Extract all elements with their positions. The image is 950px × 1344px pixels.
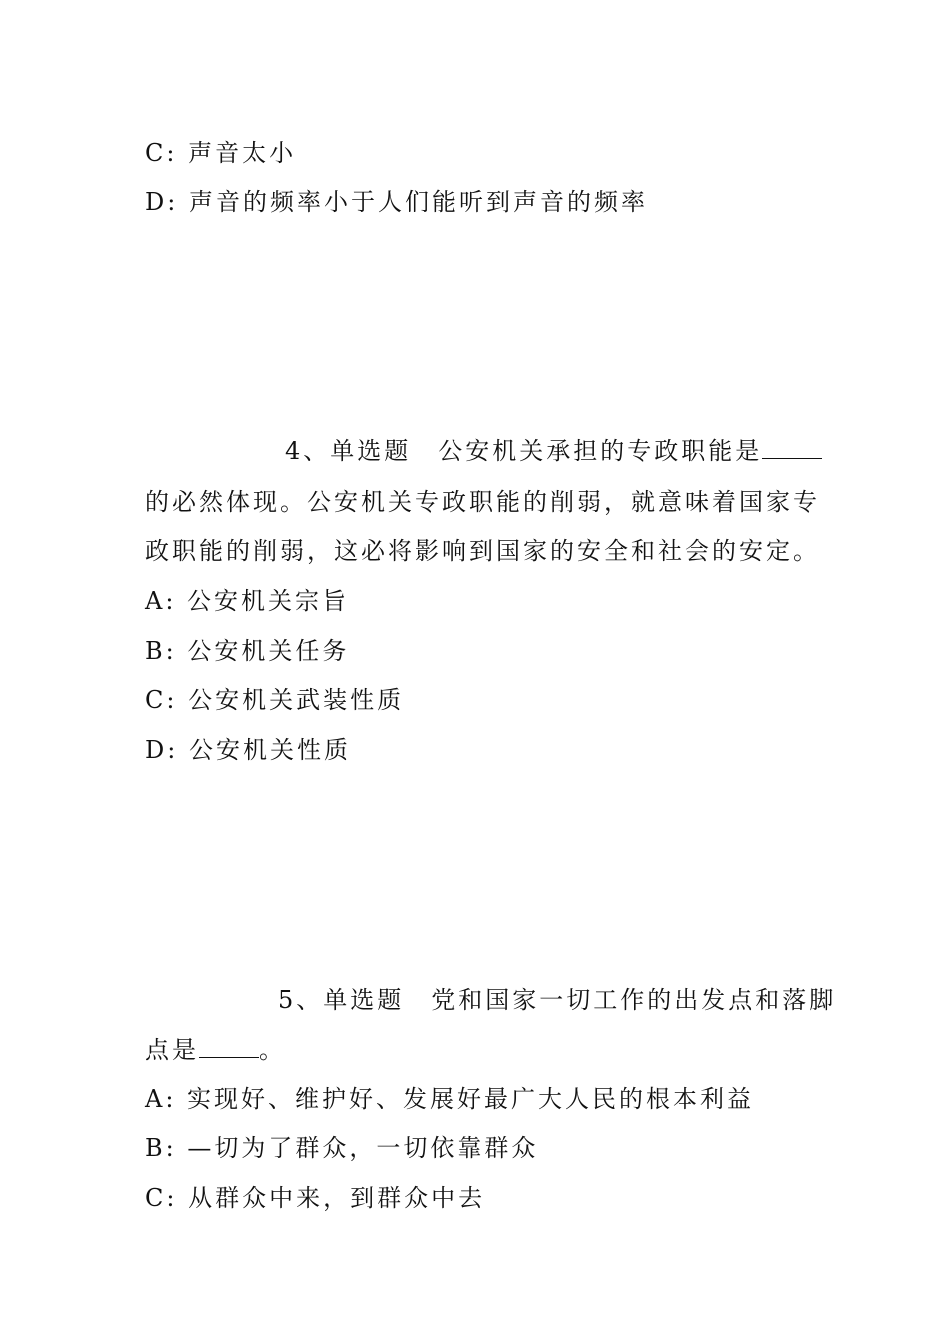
q5-stem-end: 。 (259, 1036, 286, 1064)
q5-option-c: C: 从群众中来，到群众中去 (145, 1184, 486, 1212)
q4-option-a: A: 公安机关宗旨 (145, 587, 350, 615)
q3-option-d: D: 声音的频率小于人们能听到声音的频率 (145, 188, 648, 216)
q5-stem-line2 (145, 1035, 286, 1065)
q4-stem-text: 4、单选题 公安机关承担的专政职能是 (285, 437, 763, 465)
q5-option-a: A: 实现好、维护好、发展好最广大人民的根本利益 (145, 1085, 755, 1113)
q5-answer-blank (199, 1035, 259, 1058)
q5-stem-line1: 5、单选题 党和国家一切工作的出发点和落脚 (278, 986, 837, 1014)
q4-option-c: C: 公安机关武装性质 (145, 686, 405, 714)
q5-option-b: B: —切为了群众，一切依靠群众 (145, 1134, 539, 1162)
q4-option-d: D: 公安机关性质 (145, 736, 351, 764)
q5-stem-text: 点是 (145, 1036, 199, 1064)
q4-option-b: B: 公安机关任务 (145, 637, 350, 665)
q4-stem-line2: 的必然体现。公安机关专政职能的削弱，就意味着国家专 (145, 488, 820, 516)
q4-stem-line1 (285, 436, 822, 466)
q3-option-c: C: 声音太小 (145, 139, 297, 167)
q4-answer-blank (762, 436, 822, 459)
q4-stem-line3: 政职能的削弱，这必将影响到国家的安全和社会的安定。 (145, 537, 820, 565)
